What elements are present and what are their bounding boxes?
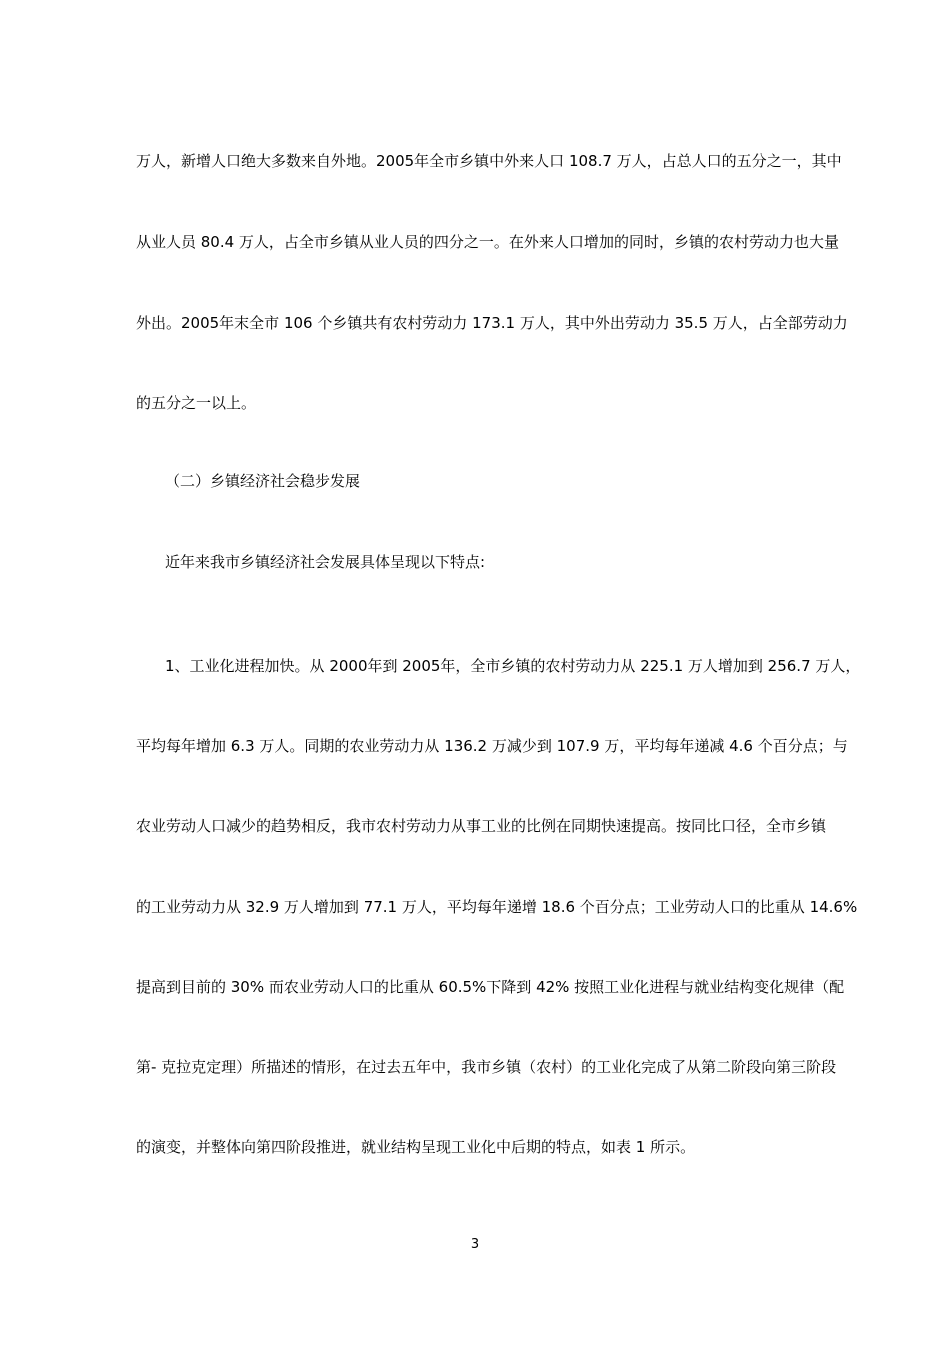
paragraph-1-line-1: 万人，新增人口绝大多数来自外地。2005年全市乡镇中外来人口 108.7 万人，占总人口的五分之一，其中	[136, 152, 842, 170]
paragraph-2-line-6: 第- 克拉克定理）所描述的情形，在过去五年中，我市乡镇（农村）的工业化完成了从第二阶段向第三阶段	[136, 1058, 837, 1076]
paragraph-1-line-3: 外出。2005年末全市 106 个乡镇共有农村劳动力 173.1 万人，其中外出劳动力 35.5 万人，占全部劳动力	[136, 314, 848, 332]
paragraph-2-line-4: 的工业劳动力从 32.9 万人增加到 77.1 万人，平均每年递增 18.6 个百分点；工业劳动人口的比重从 14.6%	[136, 898, 858, 916]
paragraph-1-line-4: 的五分之一以上。	[136, 394, 257, 412]
section-heading: （二）乡镇经济社会稳步发展	[165, 472, 361, 490]
paragraph-2-line-5: 提高到目前的 30% 而农业劳动人口的比重从 60.5%下降到 42% 按照工业化进程与就业结构变化规律（配	[136, 978, 845, 996]
paragraph-2-line-7: 的演变，并整体向第四阶段推进，就业结构呈现工业化中后期的特点，如表 1 所示。	[136, 1138, 696, 1156]
paragraph-2-line-1: 1、工业化进程加快。从 2000年到 2005年，全市乡镇的农村劳动力从 225.1 万人增加到 256.7 万人，	[165, 657, 861, 675]
paragraph-1-line-2: 从业人员 80.4 万人，占全市乡镇从业人员的四分之一。在外来人口增加的同时，乡镇的农村劳动力也大量	[136, 233, 839, 251]
paragraph-2-line-3: 农业劳动人口减少的趋势相反，我市农村劳动力从事工业的比例在同期快速提高。按同比口径，全市乡镇	[136, 817, 827, 835]
paragraph-2-line-2: 平均每年增加 6.3 万人。同期的农业劳动力从 136.2 万减少到 107.9 万，平均每年递减 4.6 个百分点；与	[136, 737, 848, 755]
page-number: 3	[470, 1237, 480, 1252]
intro-paragraph: 近年来我市乡镇经济社会发展具体呈现以下特点:	[165, 553, 486, 571]
